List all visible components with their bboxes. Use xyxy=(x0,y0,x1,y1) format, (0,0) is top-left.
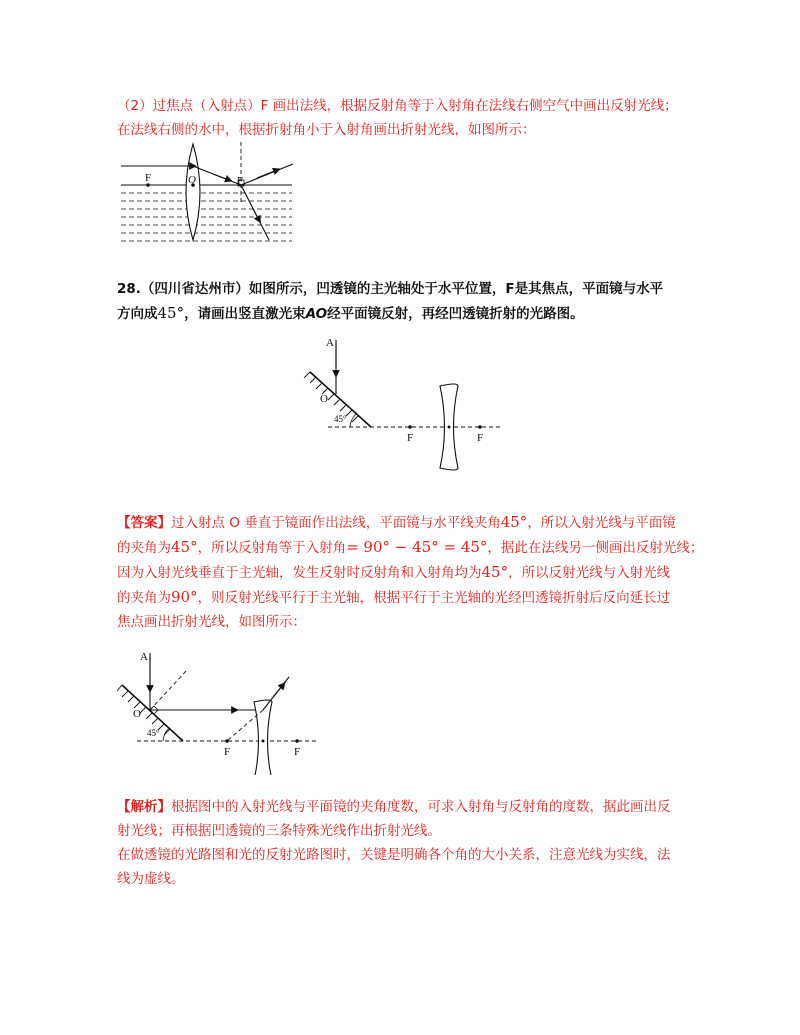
answer-l2c: ，据此在法线另一侧画出反射光线； xyxy=(487,540,704,556)
q28-ao: AO xyxy=(305,306,328,322)
figure-answer-28 xyxy=(117,645,322,775)
fig2-label-o: O xyxy=(320,393,328,405)
fig1-label-o: O xyxy=(188,174,196,186)
concave-lens xyxy=(254,700,272,775)
answer-l3m: 45° xyxy=(481,563,509,581)
q28-line2b: ，请画出竖直激光束 xyxy=(184,306,306,322)
analysis-l1: 根据图中的入射光线与平面镜的夹角度数，可求入射角与反射角的度数，据此画出反 xyxy=(171,799,671,815)
fig3-label-o: O xyxy=(133,708,141,720)
q28-line2c: 经平面镜反射，再经凹透镜折射的光路图。 xyxy=(327,306,584,322)
answer-l4a: 的夹角为 xyxy=(117,590,171,606)
analysis-section xyxy=(117,795,687,891)
fig2-label-a: A xyxy=(326,337,334,349)
fig2-label-f1: F xyxy=(407,432,414,444)
answer-l2eq: = 90° − 45° = 45° xyxy=(346,538,488,556)
part2-line2: 在法线右侧的水中，根据折射角小于入射角画出折射光线，如图所示： xyxy=(117,122,536,138)
convex-lens xyxy=(186,144,200,240)
answer-l1b: ，所以入射光线与平面镜 xyxy=(527,515,676,531)
answer-l3a: 因为入射光线垂直于主光轴，发生反射时反射角和入射角均为 xyxy=(117,565,482,581)
fig3-label-f2: F xyxy=(294,746,301,758)
answer-l2m: 45° xyxy=(171,538,198,556)
answer-l2a: 的夹角为 xyxy=(117,540,171,556)
fig3-label-45: 45° xyxy=(147,728,160,738)
fig3-label-a: A xyxy=(140,651,148,663)
figure-convex-lens-water xyxy=(117,140,297,250)
fig2-label-45: 45° xyxy=(334,414,347,424)
q28-line2a: 方向成 xyxy=(117,306,158,322)
answer-section xyxy=(117,510,704,634)
answer-l4m: 90° xyxy=(171,588,198,606)
analysis-tag: 【解析】 xyxy=(117,799,171,815)
figure-question-28 xyxy=(300,330,505,475)
answer-line4 xyxy=(117,585,687,610)
q28-line1: 28.（四川省达州市）如图所示，凹透镜的主光轴处于水平位置，F是其焦点，平面镜与水平 xyxy=(117,281,664,297)
answer-line1 xyxy=(117,510,687,535)
analysis-line4: 线为虚线。 xyxy=(117,871,185,887)
answer-line5: 焦点画出折射光线，如图所示： xyxy=(117,614,306,630)
part2-text xyxy=(117,94,687,142)
analysis-line2: 射光线；再根据凹透镜的三条特殊光线作出折射光线。 xyxy=(117,823,441,839)
answer-l4b: ，则反射光线平行于主光轴，根据平行于主光轴的光经凹透镜折射后反向延长过 xyxy=(197,590,671,606)
answer-l1m: 45° xyxy=(500,513,528,531)
question-28 xyxy=(117,277,687,326)
fig1-label-f1: F xyxy=(145,172,152,184)
normal-line xyxy=(150,670,187,710)
part2-line1: （2）过焦点（入射点）F 画出法线，根据反射角等于入射角在法线右侧空气中画出反射光线； xyxy=(117,98,678,114)
analysis-line3: 在做透镜的光路图和光的反射光路图时，关键是明确各个角的大小关系，注意光线为实线，法 xyxy=(117,847,671,863)
fig3-label-f1: F xyxy=(224,746,231,758)
q28-angle: 45° xyxy=(157,304,185,322)
answer-tag: 【答案】 xyxy=(117,515,171,531)
answer-line2 xyxy=(117,535,704,560)
q28-line2 xyxy=(117,301,687,326)
answer-l2b: ，所以反射角等于入射角 xyxy=(197,540,347,556)
fig2-label-f2: F xyxy=(477,432,484,444)
answer-l3b: ，所以反射光线与入射光线 xyxy=(508,565,671,581)
mirror-hatching xyxy=(304,372,358,422)
analysis-line1 xyxy=(117,795,687,819)
answer-line3 xyxy=(117,560,687,585)
fig1-label-f2: F xyxy=(237,175,244,187)
answer-l1a: 过入射点 O 垂直于镜面作出法线，平面镜与水平线夹角 xyxy=(171,515,501,531)
